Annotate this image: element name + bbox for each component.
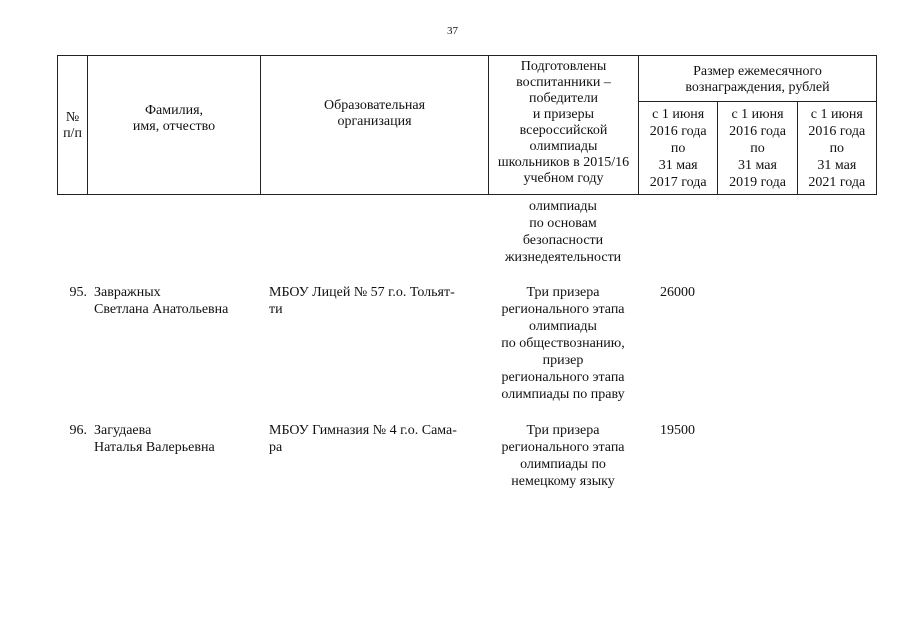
header-label: и призеры — [532, 107, 595, 122]
text-line: МБОУ Лицей № 57 г.о. Тольят- — [269, 285, 455, 300]
text-line: Наталья Валерьевна — [94, 440, 215, 455]
header-label: с 1 июня — [731, 107, 784, 122]
text-line: по основам — [529, 216, 597, 231]
header-label: Образовательная — [323, 98, 426, 113]
header-label: Подготовлены — [520, 59, 607, 74]
row-name — [94, 284, 264, 318]
header-label: 2016 года — [649, 124, 707, 139]
header-label: 2016 года — [729, 124, 786, 139]
header-label: по — [670, 141, 686, 156]
header-period-2019 — [718, 102, 797, 194]
text-line: регионального этапа — [501, 370, 625, 385]
header-label: победители — [529, 91, 598, 106]
row-number: 95. — [69, 285, 87, 300]
text-line: немецкому языку — [511, 474, 615, 489]
header-prepared-column — [489, 56, 639, 194]
text-line: ра — [269, 440, 283, 455]
header-label: Размер ежемесячного — [693, 63, 822, 79]
header-label: с 1 июня — [652, 107, 705, 122]
header-label: олимпиады — [529, 139, 598, 154]
row-name — [94, 422, 264, 456]
header-label: Фамилия, — [144, 103, 204, 118]
text-line: олимпиады — [529, 319, 597, 334]
text-line: Три призера — [526, 285, 600, 300]
row-organization — [269, 422, 487, 456]
header-label: 2021 года — [808, 175, 866, 190]
header-label: организация — [337, 114, 412, 129]
header-label: вознаграждения, рублей — [685, 79, 830, 95]
row-achievement — [488, 284, 638, 403]
header-label: имя, отчество — [132, 119, 216, 134]
header-label: № — [65, 110, 80, 125]
text-line: олимпиады по — [520, 457, 606, 472]
text-line: олимпиады — [529, 199, 597, 214]
header-label: учебном году — [523, 171, 604, 186]
row-number: 96. — [69, 423, 87, 438]
text-line: олимпиады по праву — [501, 387, 625, 402]
continued-achievement-text — [488, 198, 638, 266]
header-label: 31 мая — [658, 158, 698, 173]
text-line: регионального этапа — [501, 440, 625, 455]
text-line: призер — [542, 353, 584, 368]
header-organization-column — [261, 56, 489, 194]
header-label: по — [750, 141, 765, 156]
header-name-column — [88, 56, 261, 194]
header-label: 31 мая — [817, 158, 857, 173]
table-header — [57, 55, 877, 195]
header-label: всероссийской — [519, 123, 608, 138]
row-amount-2017: 26000 — [660, 285, 695, 300]
text-line: жизнедеятельности — [504, 250, 622, 265]
text-line: МБОУ Гимназия № 4 г.о. Сама- — [269, 423, 457, 438]
text-line: Завражных — [94, 285, 161, 300]
header-period-2021 — [798, 102, 876, 194]
header-label: п/п — [63, 126, 82, 141]
row-organization — [269, 284, 487, 318]
header-label: воспитанники – — [516, 75, 611, 90]
text-line: регионального этапа — [501, 302, 625, 317]
header-amount-column — [639, 56, 876, 194]
header-amount-title — [639, 56, 876, 102]
page-number: 37 — [447, 25, 458, 37]
header-label: школьников в 2015/16 — [497, 155, 630, 170]
row-amount-2017: 19500 — [660, 423, 695, 438]
header-number-column — [58, 56, 88, 194]
header-label: по — [829, 141, 845, 156]
text-line: Загудаева — [94, 423, 152, 438]
row-achievement — [488, 422, 638, 490]
header-label: 31 мая — [738, 158, 777, 173]
text-line: Светлана Анатольевна — [94, 302, 229, 317]
text-line: ти — [269, 302, 283, 317]
header-label: 2017 года — [649, 175, 707, 190]
header-label: с 1 июня — [810, 107, 863, 122]
text-line: по обществознанию, — [501, 336, 625, 351]
text-line: Три призера — [526, 423, 600, 438]
header-period-2017 — [639, 102, 718, 194]
text-line: безопасности — [522, 233, 604, 248]
header-label: 2016 года — [808, 124, 866, 139]
header-label: 2019 года — [729, 175, 786, 190]
